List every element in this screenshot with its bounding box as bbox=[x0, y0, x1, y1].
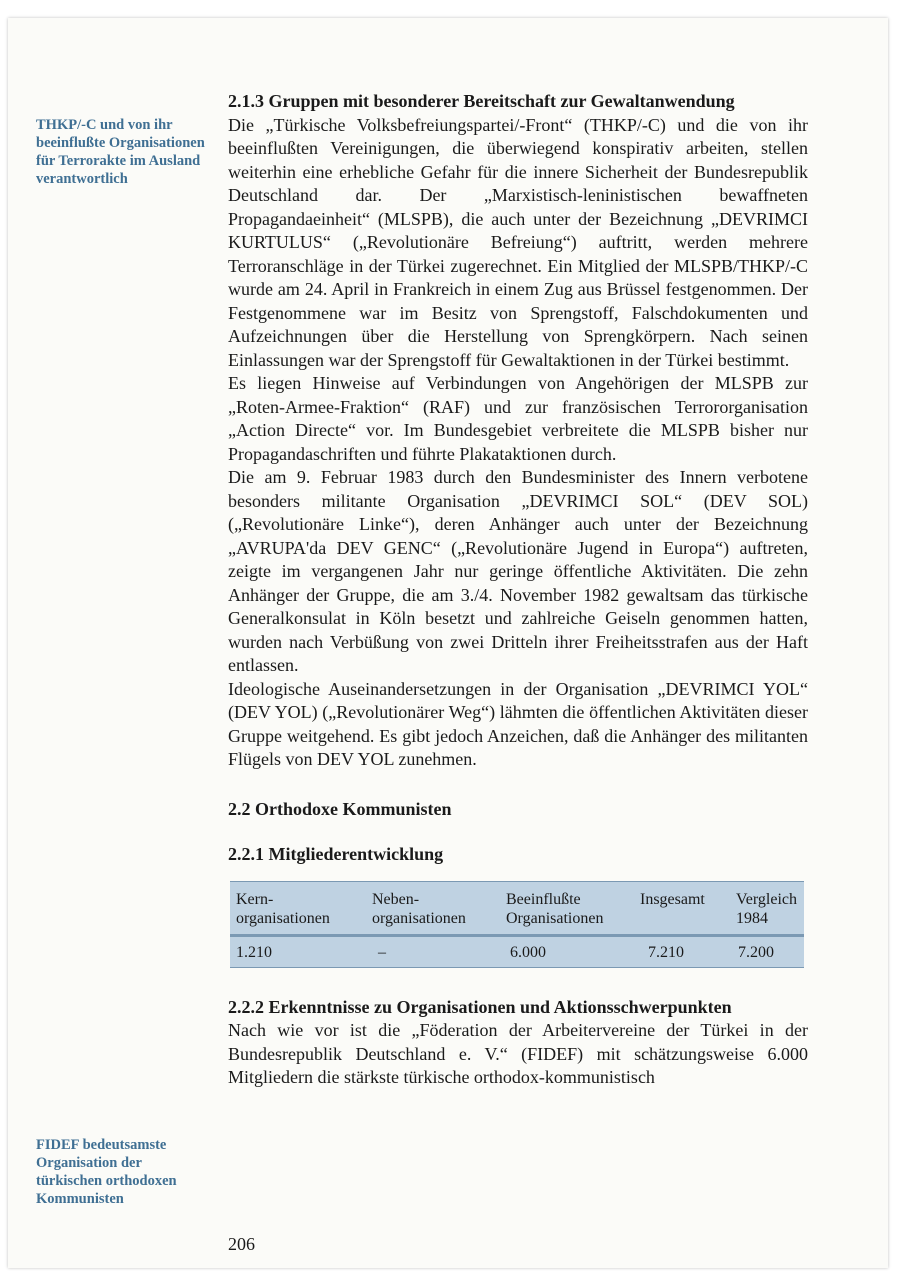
margin-note-fidef: FIDEF bedeutsamste Organisation der türkischen orthodoxen Kommunisten bbox=[36, 1137, 177, 1207]
cell-vergleich: 7.200 bbox=[730, 935, 804, 967]
col-vergleich: Vergleich 1984 bbox=[730, 881, 804, 935]
heading-2-2: 2.2 Orthodoxe Kommunisten bbox=[228, 798, 452, 819]
paragraph-fidef: Nach wie vor ist die „Föderation der Arbeitervereine der Türkei in der Bundesrepublik Deutschland e. V.“ (FIDEF) mit schätzungsweise 6.000 Mitgliedern die stärkste türkische orthodox-kommunistisch bbox=[228, 1020, 808, 1087]
heading-2-1-3: 2.1.3 Gruppen mit besonderer Bereitschaft zur Gewaltanwendung bbox=[228, 91, 735, 111]
col-kernorganisationen: Kern- organisationen bbox=[230, 881, 366, 935]
membership-table bbox=[230, 881, 804, 968]
table-row bbox=[230, 935, 804, 967]
cell-kern: 1.210 bbox=[230, 935, 366, 967]
cell-neben: – bbox=[366, 935, 500, 967]
page-number: 206 bbox=[228, 1234, 255, 1254]
heading-2-2-2: 2.2.2 Erkenntnisse zu Organisationen und Aktionsschwerpunkten bbox=[228, 996, 732, 1017]
heading-2-2-1: 2.2.1 Mitgliederentwicklung bbox=[228, 844, 444, 864]
paragraph-dev-sol: Die am 9. Februar 1983 durch den Bundesminister des Innern verbotene besonders militante Organisation „DEVRIMCI SOL“ (DEV SOL) („Revolutionäre Linke“), deren Anhänger auch unter der Bezeichnung „AVRUPA'da DEV GENC“ („Revolutionäre Jugend in Europa“) auftreten, zeigte im vergangenen Jahr nur geringe öffentliche Aktivitäten. Die zehn Anhänger der Gruppe, die am 3./4. November 1982 gewaltsam das türkische Generalkonsulat in Köln besetzt und zahlreiche Geiseln genommen hatten, wurden nach Verbüßung von zwei Dritteln ihrer Freiheitsstrafen aus der Haft entlassen. bbox=[228, 467, 808, 675]
paragraph-mlspb: Es liegen Hinweise auf Verbindungen von Angehörigen der MLSPB zur „Roten-Armee-Fraktion“ (RAF) und zur französischen Terrororganisation „Action Directe“ vor. Im Bundesgebiet verbreitete die MLSPB bisher nur Propagandaschriften und führte Plakataktionen durch. bbox=[228, 373, 808, 464]
col-insgesamt: Insgesamt bbox=[634, 881, 730, 935]
paragraph-thkp: Die „Türkische Volksbefreiungspartei/-Front“ (THKP/-C) und die von ihr beeinflußten Vereinigungen, die überwiegend konspirativ arbeiten, stellen weiterhin eine erhebliche Gefahr für die innere Sicherheit der Bundesrepublik Deutschland dar. Der „Marxistisch-leninistischen bewaffneten Propagandaeinheit“ (MLSPB), die auch unter der Bezeichnung „DEVRIMCI KURTULUS“ („Revolutionäre Befreiung“) auftritt, werden mehrere Terroranschläge in der Türkei zugerechnet. Ein Mitglied der MLSPB/THKP/-C wurde am 24. April in Frankreich in einem Zug aus Brüssel festgenommen. Der Festgenommene war im Besitz von Sprengstoff, Falschdokumenten und Aufzeichnungen über die Herstellung von Sprengkörpern. Nach seinen Einlassungen war der Sprengstoff für Gewaltaktionen in der Türkei bestimmt. bbox=[228, 114, 808, 370]
col-nebenorganisationen: Neben- organisationen bbox=[366, 881, 500, 935]
cell-insgesamt: 7.210 bbox=[634, 935, 730, 967]
cell-beeinflusst: 6.000 bbox=[500, 935, 634, 967]
col-beeinflusste: Beeinflußte Organisationen bbox=[500, 881, 634, 935]
margin-note-thkp: THKP/-C und von ihr beeinflußte Organisationen für Terrorakte im Ausland verantwortlich bbox=[36, 117, 205, 187]
paragraph-dev-yol: Ideologische Auseinandersetzungen in der Organisation „DEVRIMCI YOL“ (DEV YOL) („Revolutionärer Weg“) lähmten die öffentlichen Aktivitäten dieser Gruppe weitgehend. Es gibt jedoch Anzeichen, daß die Anhänger des militanten Flügels von DEV YOL zunehmen. bbox=[228, 678, 808, 769]
main-column bbox=[228, 90, 808, 1090]
table-header-row bbox=[230, 881, 804, 935]
